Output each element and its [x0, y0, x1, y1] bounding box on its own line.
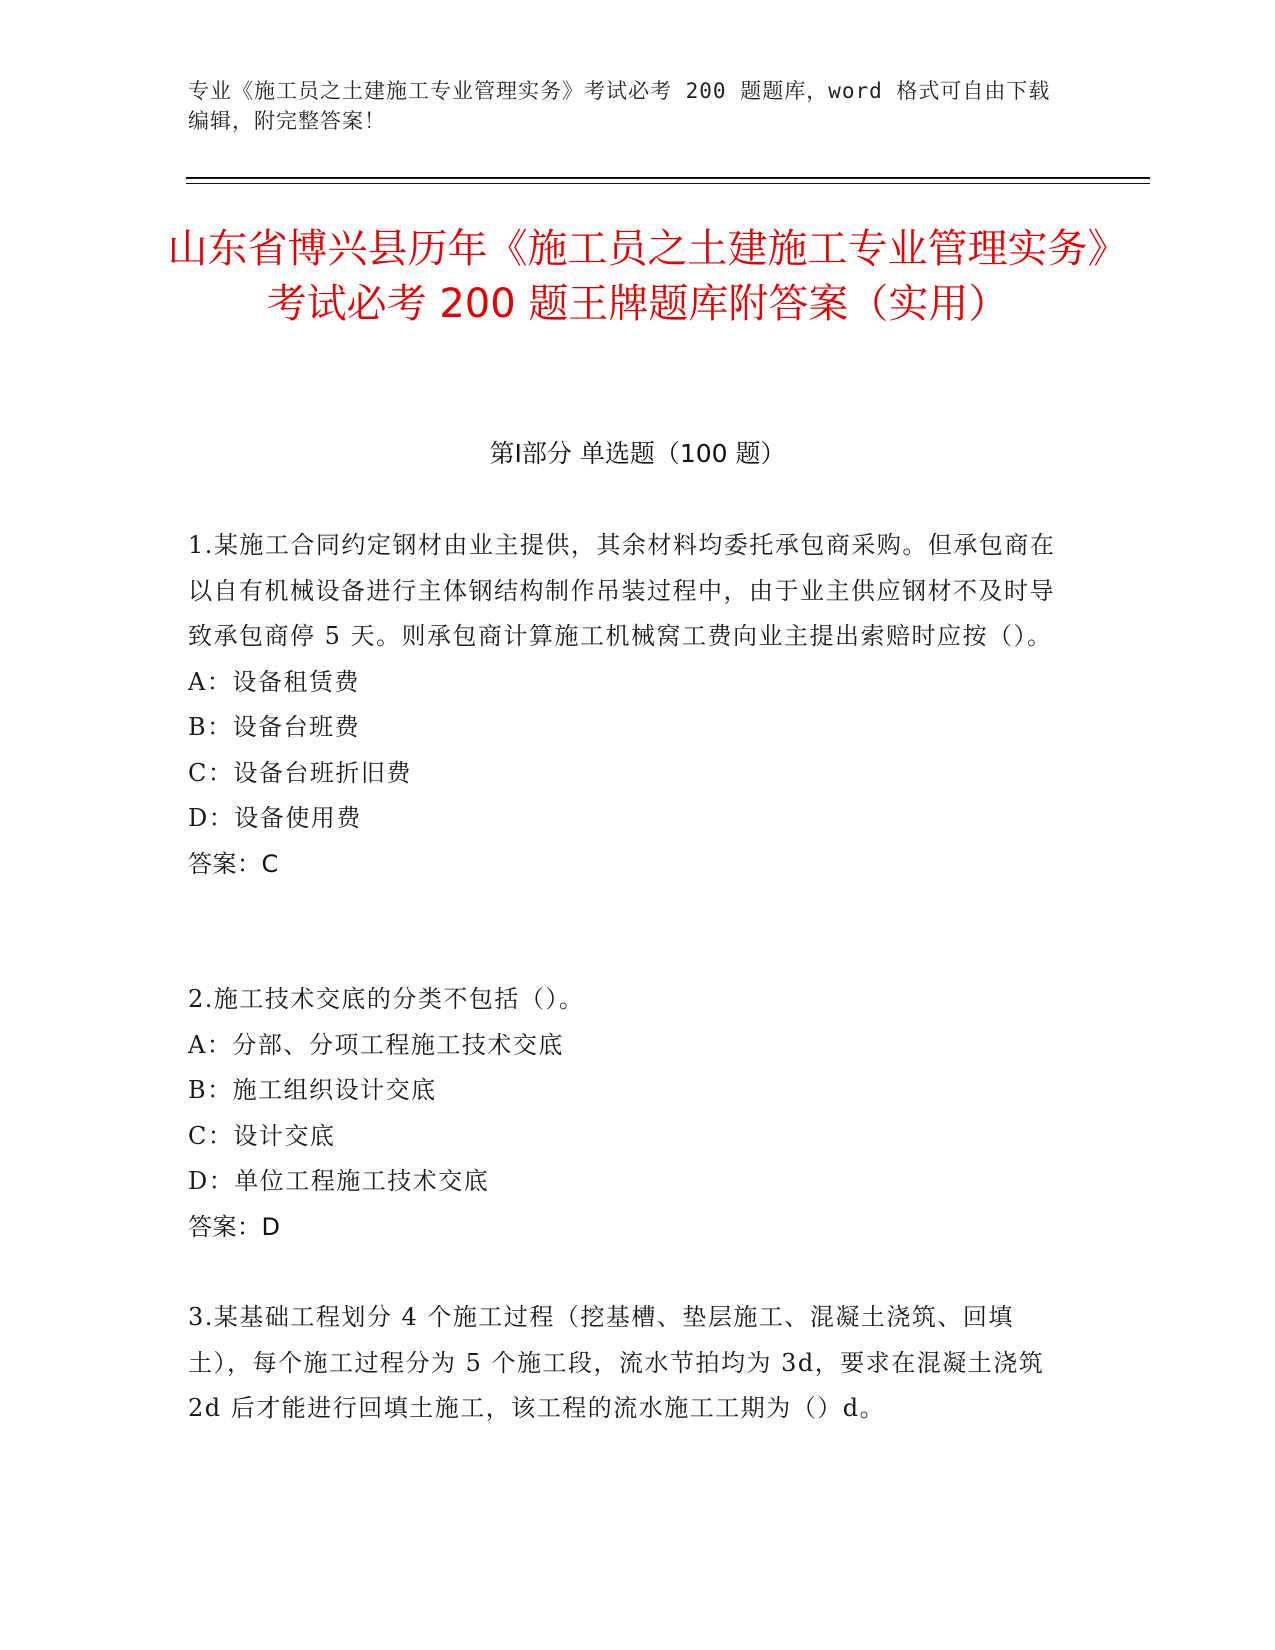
option-b: B：施工组织设计交底 — [188, 1076, 437, 1104]
section-heading: 第Ⅰ部分 单选题（100 题） — [489, 439, 786, 468]
option-d: D：单位工程施工技术交底 — [188, 1167, 490, 1195]
header-rule-thin — [186, 183, 1150, 184]
question-1 — [188, 523, 1068, 887]
question-2 — [188, 977, 1068, 1250]
answer: 答案：C — [188, 849, 279, 878]
option-c: C：设计交底 — [188, 1121, 336, 1150]
header-note: 专业《施工员之土建施工专业管理实务》考试必考 200 题题库，word 格式可自由下载编辑，附完整答案！ — [188, 79, 1051, 133]
answer: 答案：D — [188, 1212, 281, 1241]
option-a: A：设备租赁费 — [188, 667, 360, 696]
option-a: A：分部、分项工程施工技术交底 — [188, 1030, 564, 1059]
header-rule-thick — [186, 177, 1150, 179]
option-d: D：设备使用费 — [188, 804, 362, 832]
option-c: C：设备台班折旧费 — [188, 758, 412, 787]
question-stem: 1.某施工合同约定钢材由业主提供，其余材料均委托承包商采购。但承包商在以自有机械设备进行主体钢结构制作吊装过程中，由于业主供应钢材不及时导致承包商停 5 天。则承包商计算施工机械窝工费向业主提出索赔时应按（）。 — [188, 531, 1056, 650]
question-stem: 3.某基础工程划分 4 个施工过程（挖基槽、垫层施工、混凝土浇筑、回填土），每个施工过程分为 5 个施工段，流水节拍均为 3d，要求在混凝土浇筑 2d 后才能进行回填土施工，该工程的流水施工工期为（）d。 — [188, 1303, 1045, 1422]
question-3 — [188, 1295, 1068, 1432]
option-b: B：设备台班费 — [188, 713, 361, 741]
question-stem: 2.施工技术交底的分类不包括（）。 — [188, 985, 585, 1013]
document-title: 山东省博兴县历年《施工员之土建施工专业管理实务》考试必考 200 题王牌题库附答案（实用） — [167, 226, 1108, 327]
